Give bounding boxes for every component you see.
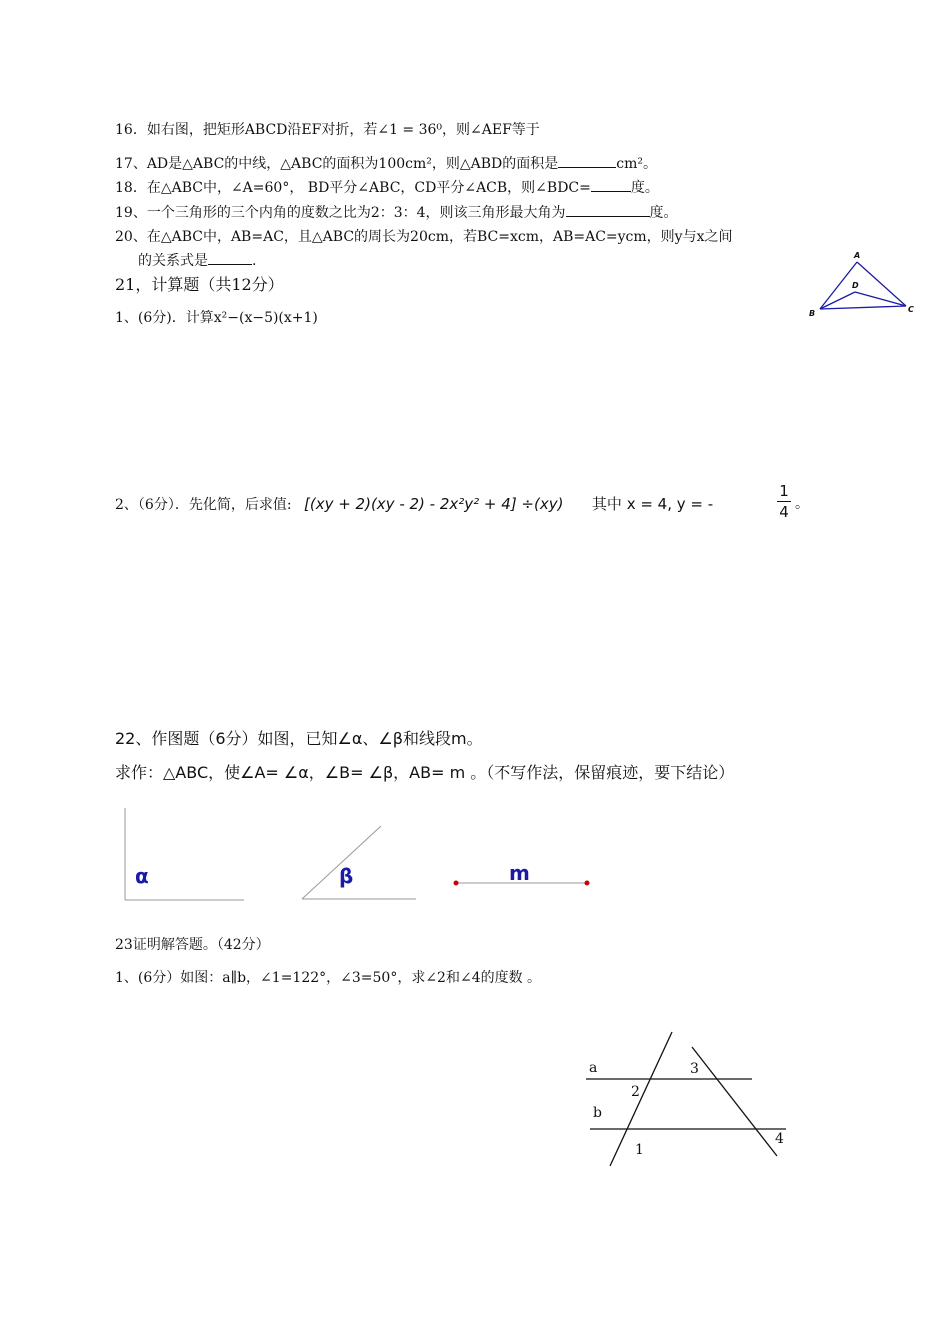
fraction-one-quarter	[777, 482, 791, 521]
segment-m-label: m	[509, 861, 530, 885]
fraction-numerator: 1	[779, 482, 789, 500]
question-17	[115, 153, 657, 174]
segment-m-start-point	[454, 881, 459, 886]
answer-blank-20[interactable]	[208, 250, 252, 265]
problem-23-1: 1、(6分）如图：a∥b，∠1=122°，∠3=50°，求∠2和∠4的度数 。	[115, 970, 542, 986]
triangle-side-ac	[857, 262, 906, 306]
question-18-unit: 度。	[630, 180, 659, 196]
triangle-segment-bd	[820, 292, 855, 309]
fraction-denominator: 4	[779, 503, 789, 521]
question-16: 16．如右图，把矩形ABCD沿EF对折，若∠1 = 36⁰，则∠AEF等于	[115, 122, 540, 138]
fraction-bar	[777, 501, 791, 502]
triangle-side-ab	[820, 262, 857, 309]
problem-21-1: 1、(6分)．计算x²−(x−5)(x+1)	[115, 310, 318, 326]
triangle-label-b: B	[809, 309, 816, 318]
section-21-title: 21，计算题（共12分）	[115, 275, 284, 294]
question-20-line2	[138, 250, 256, 271]
triangle-label-d: D	[852, 281, 859, 290]
label-angle-3: 3	[690, 1061, 699, 1077]
question-17-text: 17、AD是△ABC的中线，△ABC的面积为100cm²，则△ABD的面积是	[115, 156, 559, 172]
answer-blank-17[interactable]	[558, 153, 616, 168]
label-angle-2: 2	[631, 1084, 640, 1100]
section-22-task: 求作：△ABC，使∠A= ∠α，∠B= ∠β，AB= m 。（不写作法，保留痕迹，要下结论）	[115, 763, 735, 782]
problem-21-2-condition: 其中 x = 4, y = -	[591, 495, 714, 513]
angle-beta-label: β	[339, 864, 354, 888]
problem-21-2	[115, 494, 713, 515]
triangle-label-c: C	[908, 305, 914, 314]
segment-m-end-point	[585, 881, 590, 886]
problem-21-2-end: 。	[795, 496, 809, 512]
answer-blank-18[interactable]	[591, 177, 631, 192]
question-19-text: 19、一个三角形的三个内角的度数之比为2：3：4，则该三角形最大角为	[115, 205, 566, 221]
transversal-left	[610, 1032, 672, 1166]
transversal-right	[692, 1047, 777, 1156]
triangle-segment-cd	[855, 292, 906, 306]
question-19	[115, 202, 678, 223]
label-line-a: a	[589, 1060, 598, 1076]
question-18-text: 18．在△ABC中，∠A=60°， BD平分∠ABC，CD平分∠ACB，则∠BDC=	[115, 180, 591, 196]
label-angle-1: 1	[635, 1142, 644, 1158]
label-angle-4: 4	[775, 1131, 784, 1147]
section-22-title: 22、作图题（6分）如图，已知∠α、∠β和线段m。	[115, 729, 483, 748]
answer-blank-19[interactable]	[566, 202, 650, 217]
question-20-end: .	[252, 253, 257, 269]
question-18	[115, 177, 659, 198]
question-17-unit: cm²。	[616, 156, 657, 172]
angle-alpha-label: α	[135, 864, 149, 888]
question-20-text: 的关系式是	[138, 253, 208, 269]
question-19-unit: 度。	[649, 205, 678, 221]
label-line-b: b	[593, 1105, 602, 1121]
angle-beta-slanted-ray	[302, 826, 381, 899]
problem-21-2-text: 2、（6分）．先化简，后求值:	[115, 497, 292, 513]
problem-21-2-expression: [(xy + 2)(xy - 2) - 2x²y² + 4] ÷(xy)	[303, 495, 564, 513]
triangle-label-a: A	[854, 251, 861, 260]
triangle-side-bc	[820, 306, 906, 309]
question-20-line1: 20、在△ABC中，AB=AC，且△ABC的周长为20cm，若BC=xcm，AB=AC=ycm，则y与x之间	[115, 229, 733, 245]
section-23-title: 23证明解答题。（42分）	[115, 937, 270, 953]
